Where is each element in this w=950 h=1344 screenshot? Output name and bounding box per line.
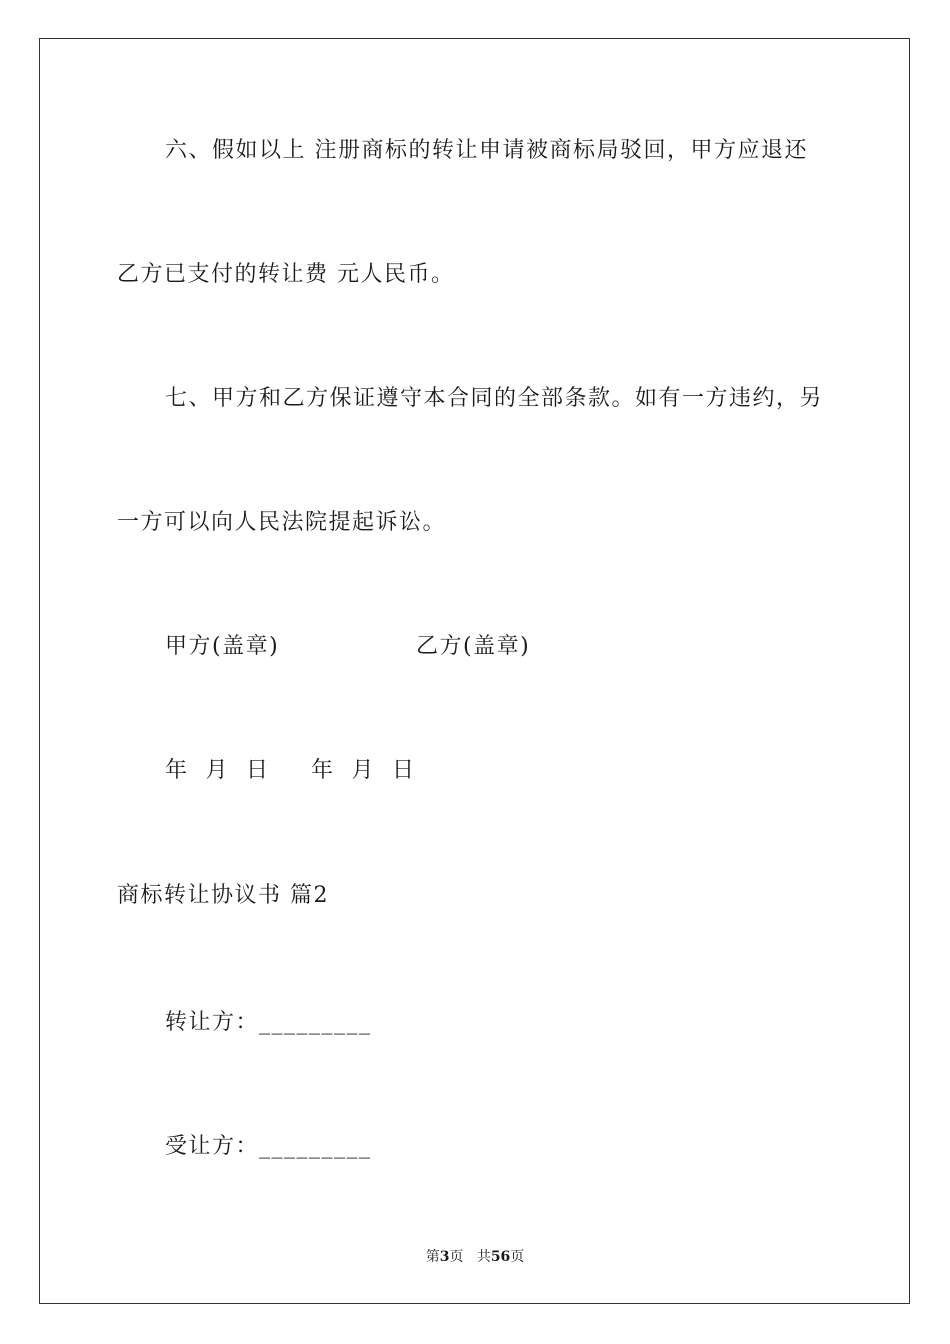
page-footer xyxy=(0,1248,950,1266)
page-current: 3 xyxy=(439,1249,450,1265)
clause-7-line-1: 七、甲方和乙方保证遵守本合同的全部条款。如有一方违约，另 xyxy=(165,386,824,411)
section-heading: 商标转让协议书 篇2 xyxy=(117,883,329,908)
total-unit: 页 xyxy=(510,1249,525,1265)
clause-6-line-1: 六、假如以上 注册商标的转让申请被商标局驳回，甲方应退还 xyxy=(165,138,808,163)
clause-7-line-2: 一方可以向人民法院提起诉讼。 xyxy=(117,510,447,535)
party-a-seal-label: 甲方(盖章) xyxy=(165,634,280,659)
transferee-field: 受让方：_________ xyxy=(165,1134,372,1159)
page-border xyxy=(39,38,910,1304)
party-b-date: 年 月 日 xyxy=(311,758,416,783)
total-prefix: 共 xyxy=(476,1249,491,1265)
transferor-field: 转让方：_________ xyxy=(165,1010,372,1035)
page-total: 56 xyxy=(490,1249,511,1265)
party-a-date: 年 月 日 xyxy=(165,758,270,783)
page-prefix: 第 xyxy=(425,1249,440,1265)
page-unit: 页 xyxy=(449,1249,464,1265)
party-b-seal-label: 乙方(盖章) xyxy=(416,634,531,659)
clause-6-line-2: 乙方已支付的转让费 元人民币。 xyxy=(117,262,455,287)
